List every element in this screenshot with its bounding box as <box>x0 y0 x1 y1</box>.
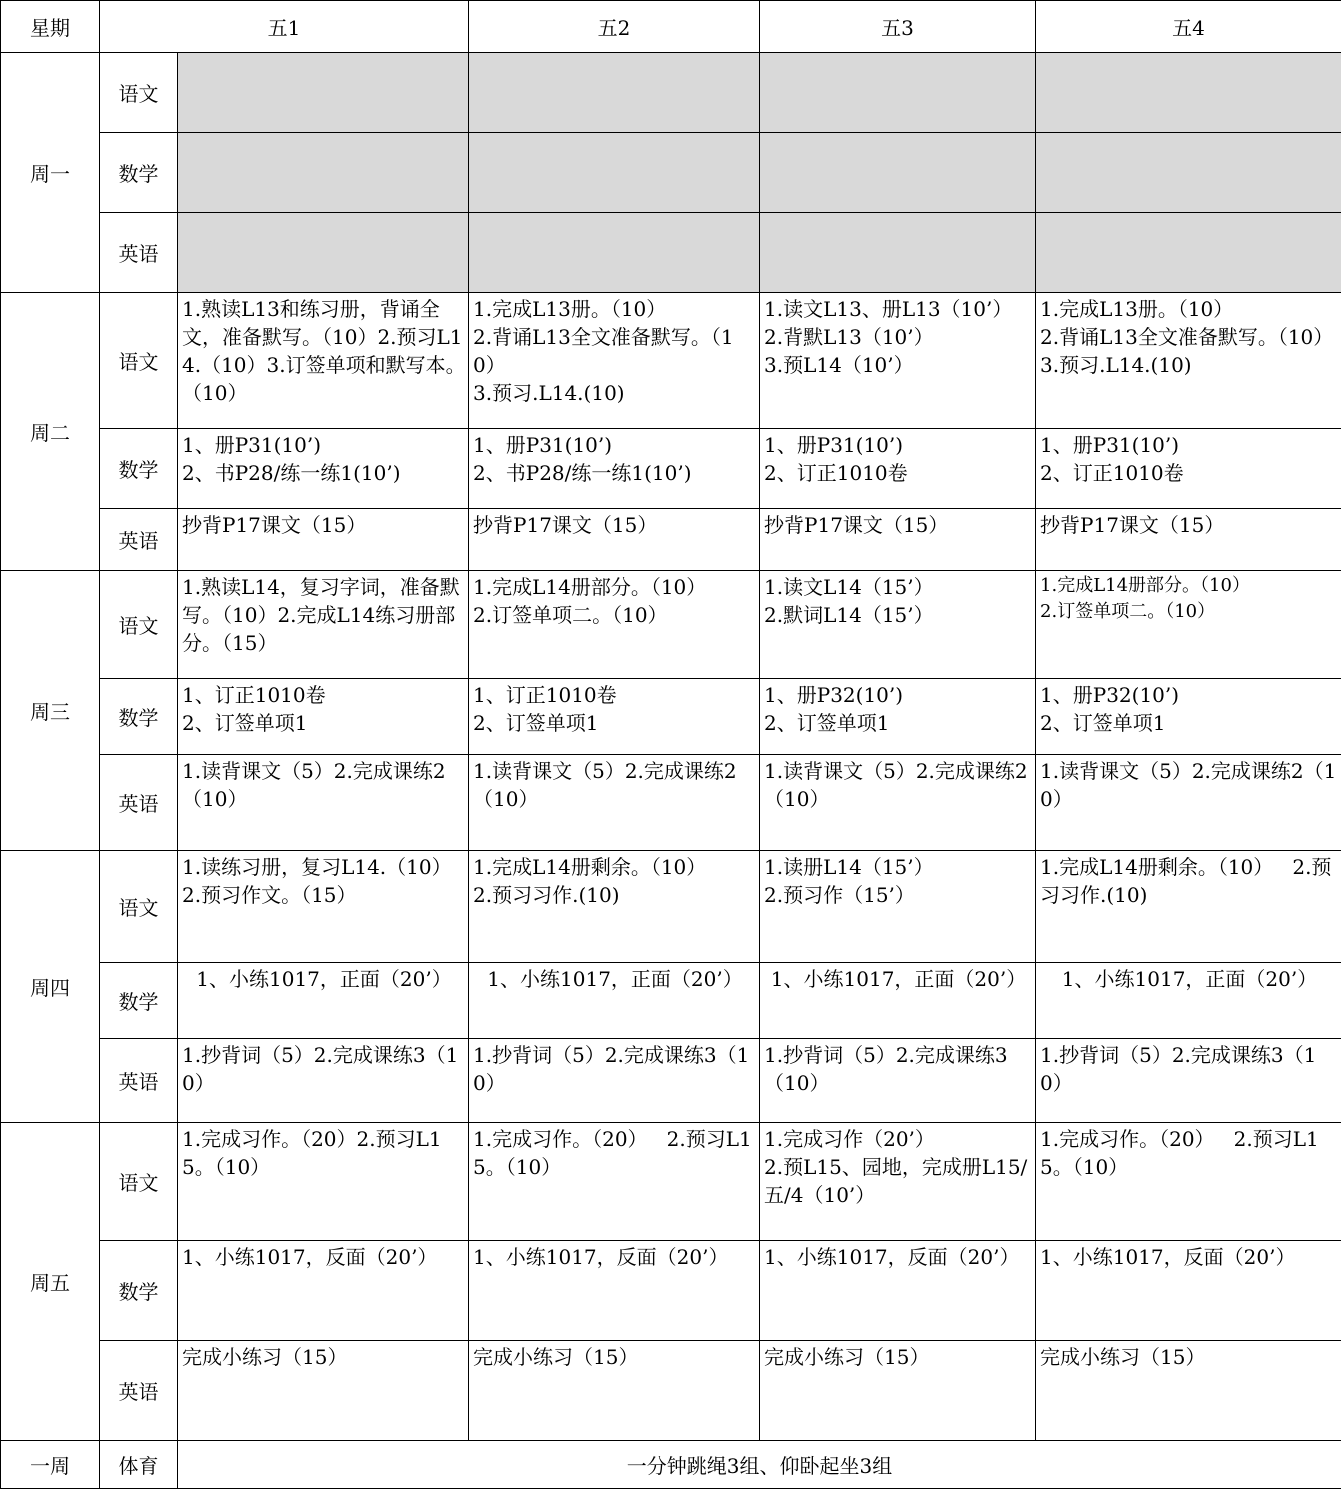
table-row <box>1 429 1341 509</box>
homework-cell: 完成小练习（15） <box>178 1341 469 1441</box>
homework-cell: 1.完成习作。（20）2.预习L15。（10） <box>178 1123 469 1241</box>
homework-cell: 1.抄背词（5）2.完成课练3（10） <box>1036 1039 1341 1123</box>
subject-label: 语文 <box>100 1123 178 1241</box>
homework-cell: 1.完成习作。（20） 2.预习L15。（10） <box>1036 1123 1341 1241</box>
homework-cell: 1.熟读L14，复习字词，准备默写。（10）2.完成L14练习册部分。（15） <box>178 571 469 679</box>
homework-cell: 1、小练1017，反面（20’） <box>178 1241 469 1341</box>
homework-cell: 1.完成习作。（20） 2.预习L15。（10） <box>469 1123 760 1241</box>
homework-cell: 1、小练1017，正面（20’） <box>760 963 1036 1039</box>
homework-cell: 1.读背课文（5）2.完成课练2（10） <box>1036 755 1341 851</box>
homework-cell: 1.完成L14册部分。（10） 2.订签单项二。（10） <box>1036 571 1341 679</box>
subject-label: 数学 <box>100 963 178 1039</box>
pe-homework-cell: 一分钟跳绳3组、仰卧起坐3组 <box>178 1441 1341 1489</box>
table-row <box>1 213 1341 293</box>
subject-label: 语文 <box>100 571 178 679</box>
subject-label: 英语 <box>100 755 178 851</box>
subject-label: 语文 <box>100 851 178 963</box>
homework-cell <box>1036 53 1341 133</box>
homework-cell: 1、订正1010卷 2、订签单项1 <box>469 679 760 755</box>
subject-label: 语文 <box>100 293 178 429</box>
homework-cell <box>469 53 760 133</box>
class-header: 五1 <box>100 1 469 53</box>
homework-cell: 1、册P31(10’) 2、书P28/练一练1(10’) <box>469 429 760 509</box>
table-row <box>1 571 1341 679</box>
homework-cell <box>469 213 760 293</box>
homework-cell <box>469 133 760 213</box>
table-row <box>1 1039 1341 1123</box>
table-row <box>1 755 1341 851</box>
homework-cell: 1.熟读L13和练习册，背诵全文，准备默写。（10）2.预习L14.（10）3.订签单项和默写本。（10） <box>178 293 469 429</box>
homework-cell: 1.读文L14（15’） 2.默词L14（15’） <box>760 571 1036 679</box>
subject-label: 英语 <box>100 1341 178 1441</box>
homework-cell <box>178 213 469 293</box>
homework-cell: 1.读文L13、册L13（10’） 2.背默L13（10’） 3.预L14（10’） <box>760 293 1036 429</box>
homework-cell: 1、小练1017，正面（20’） <box>178 963 469 1039</box>
class-header: 五3 <box>760 1 1036 53</box>
homework-cell: 1、册P32(10’) 2、订签单项1 <box>760 679 1036 755</box>
table-row <box>1 133 1341 213</box>
homework-cell: 1、小练1017，正面（20’） <box>1036 963 1341 1039</box>
period-label: 一周 <box>1 1441 100 1489</box>
day-label: 周一 <box>1 53 100 293</box>
homework-cell: 1.读练习册，复习L14.（10）2.预习作文。（15） <box>178 851 469 963</box>
homework-cell <box>178 133 469 213</box>
subject-label: 数学 <box>100 1241 178 1341</box>
homework-cell: 抄背P17课文（15） <box>760 509 1036 571</box>
homework-cell <box>1036 213 1341 293</box>
day-label: 周二 <box>1 293 100 571</box>
table-row <box>1 679 1341 755</box>
homework-cell: 1.读背课文（5）2.完成课练2（10） <box>178 755 469 851</box>
table-row <box>1 1123 1341 1241</box>
homework-cell: 1.完成L14册剩余。（10） 2.预习习作.(10) <box>1036 851 1341 963</box>
homework-cell <box>1036 133 1341 213</box>
homework-cell: 1、册P32(10’) 2、订签单项1 <box>1036 679 1341 755</box>
homework-cell: 1、册P31(10’) 2、订正1010卷 <box>1036 429 1341 509</box>
homework-cell <box>760 213 1036 293</box>
table-row <box>1 293 1341 429</box>
homework-cell: 1.完成L14册部分。（10） 2.订签单项二。（10） <box>469 571 760 679</box>
homework-cell: 完成小练习（15） <box>760 1341 1036 1441</box>
homework-cell: 完成小练习（15） <box>469 1341 760 1441</box>
weekday-header: 星期 <box>1 1 100 53</box>
homework-cell: 1、小练1017，反面（20’） <box>469 1241 760 1341</box>
homework-cell: 1.读背课文（5）2.完成课练2（10） <box>469 755 760 851</box>
homework-cell: 1、册P31(10’) 2、订正1010卷 <box>760 429 1036 509</box>
table-row <box>1 963 1341 1039</box>
day-label: 周三 <box>1 571 100 851</box>
homework-cell: 1.完成L13册。（10） 2.背诵L13全文准备默写。（10） 3.预习.L14.(10) <box>469 293 760 429</box>
footer-row <box>1 1441 1341 1489</box>
homework-cell <box>178 53 469 133</box>
homework-cell: 1.完成L13册。（10） 2.背诵L13全文准备默写。（10） 3.预习.L14.(10) <box>1036 293 1341 429</box>
table-row <box>1 1241 1341 1341</box>
homework-cell: 1、小练1017，反面（20’） <box>760 1241 1036 1341</box>
subject-label: 英语 <box>100 509 178 571</box>
homework-cell: 抄背P17课文（15） <box>1036 509 1341 571</box>
homework-cell: 抄背P17课文（15） <box>469 509 760 571</box>
homework-cell <box>760 53 1036 133</box>
homework-cell: 1.抄背词（5）2.完成课练3（10） <box>178 1039 469 1123</box>
header-row <box>1 1 1341 53</box>
day-label: 周四 <box>1 851 100 1123</box>
homework-cell: 1.抄背词（5）2.完成课练3（10） <box>760 1039 1036 1123</box>
table-row <box>1 851 1341 963</box>
subject-label: 语文 <box>100 53 178 133</box>
class-header: 五4 <box>1036 1 1341 53</box>
homework-cell: 1.读册L14（15’） 2.预习作（15’） <box>760 851 1036 963</box>
homework-cell: 完成小练习（15） <box>1036 1341 1341 1441</box>
subject-label: 数学 <box>100 133 178 213</box>
subject-label: 体育 <box>100 1441 178 1489</box>
subject-label: 数学 <box>100 679 178 755</box>
homework-cell: 抄背P17课文（15） <box>178 509 469 571</box>
subject-label: 英语 <box>100 213 178 293</box>
homework-cell: 1.完成L14册剩余。（10） 2.预习习作.(10) <box>469 851 760 963</box>
homework-cell: 1、小练1017，反面（20’） <box>1036 1241 1341 1341</box>
homework-cell: 1、小练1017，正面（20’） <box>469 963 760 1039</box>
table-row <box>1 509 1341 571</box>
homework-cell: 1、订正1010卷 2、订签单项1 <box>178 679 469 755</box>
table-row <box>1 53 1341 133</box>
class-header: 五2 <box>469 1 760 53</box>
homework-cell: 1、册P31(10’) 2、书P28/练一练1(10’) <box>178 429 469 509</box>
homework-cell: 1.抄背词（5）2.完成课练3（10） <box>469 1039 760 1123</box>
day-label: 周五 <box>1 1123 100 1441</box>
subject-label: 数学 <box>100 429 178 509</box>
homework-cell: 1.读背课文（5）2.完成课练2（10） <box>760 755 1036 851</box>
table-row <box>1 1341 1341 1441</box>
subject-label: 英语 <box>100 1039 178 1123</box>
homework-cell: 1.完成习作（20’） 2.预L15、园地，完成册L15/五/4（10’） <box>760 1123 1036 1241</box>
homework-cell <box>760 133 1036 213</box>
